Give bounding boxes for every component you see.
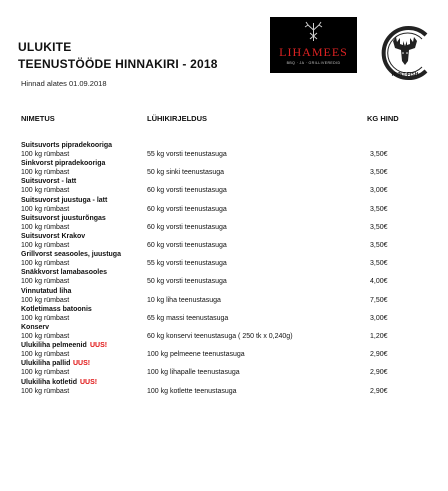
product-detail-row	[0, 206, 448, 215]
price-per-kg: 3,50€	[370, 223, 388, 231]
price-per-kg: 4,00€	[370, 278, 388, 286]
column-header-name: NIMETUS	[21, 114, 55, 123]
new-badge: UUS!	[73, 360, 91, 368]
product-name: Suitsuvorst - latt	[21, 178, 77, 186]
product-name-row	[0, 233, 448, 242]
column-header-price: KG HIND	[367, 114, 399, 123]
product-name-row	[0, 197, 448, 206]
hunt-fish-logo	[374, 23, 436, 83]
product-detail-row	[0, 169, 448, 178]
carcass-base: 100 kg rümbast	[21, 187, 70, 195]
product-detail-row	[0, 388, 448, 397]
product-name: Suitsuvorts pipradekooriga	[21, 142, 113, 149]
product-name: Sinkvorst pipradekooriga	[21, 160, 106, 168]
product-name: Konserv	[21, 324, 50, 331]
price-per-kg: 3,50€	[370, 242, 388, 249]
product-detail-row	[0, 260, 448, 269]
product-detail-row	[0, 297, 448, 306]
carcass-base: 100 kg rümbast	[21, 242, 70, 249]
yield-description: 60 kg vorsti teenustasuga	[147, 187, 227, 195]
product-name: Vinnutatud liha	[21, 287, 72, 295]
product-name-row	[0, 160, 448, 169]
carcass-base: 100 kg rümbast	[21, 314, 70, 322]
product-name: Suitsuvorst juusturõngas	[21, 214, 106, 222]
product-detail-row	[0, 242, 448, 251]
product-name-row	[0, 342, 448, 351]
product-name: Suitsuvorst juustuga - latt	[21, 196, 108, 204]
yield-description: 55 kg vorsti teenustasuga	[147, 260, 227, 268]
lihamees-logo	[270, 17, 357, 73]
product-name-row	[0, 306, 448, 315]
product-name: Ulukiliha pallid	[21, 360, 71, 368]
yield-description: 100 kg pelmeene teenustasuga	[147, 351, 245, 359]
price-per-kg: 2,90€	[370, 387, 388, 395]
product-detail-row	[0, 315, 448, 324]
carcass-base: 100 kg rümbast	[21, 205, 70, 213]
price-per-kg: 3,00€	[370, 187, 388, 195]
yield-description: 60 kg vorsti teenustasuga	[147, 205, 227, 213]
carcass-base: 100 kg rümbast	[21, 387, 70, 395]
carcass-base: 100 kg rümbast	[21, 351, 70, 359]
price-per-kg: 3,50€	[370, 169, 388, 177]
product-name-row	[0, 269, 448, 278]
carcass-base: 100 kg rümbast	[21, 223, 70, 231]
yield-description: 60 kg vorsti teenustasuga	[147, 242, 227, 249]
price-per-kg: 3,50€	[370, 205, 388, 213]
title-line-2: TEENUSTÖÖDE HINNAKIRI - 2018	[18, 57, 218, 71]
yield-description: 60 kg konservi teenustasuga ( 250 tk x 0,240g)	[147, 333, 293, 340]
price-per-kg: 2,90€	[370, 351, 388, 359]
product-name: Snäkkvorst lamabasooles	[21, 269, 107, 277]
yield-description: 55 kg vorsti teenustasuga	[147, 151, 227, 158]
yield-description: 10 kg liha teenustasuga	[147, 296, 221, 304]
product-name: Kotletimass batoonis	[21, 305, 92, 313]
price-per-kg: 3,50€	[370, 260, 388, 268]
yield-description: 100 kg lihapalle teenustasuga	[147, 369, 240, 377]
carcass-base: 100 kg rümbast	[21, 151, 70, 158]
carcass-base: 100 kg rümbast	[21, 296, 70, 304]
carcass-base: 100 kg rümbast	[21, 369, 70, 377]
product-detail-row	[0, 351, 448, 360]
product-detail-row	[0, 278, 448, 287]
product-name: Ulukiliha pelmeenid	[21, 342, 87, 350]
column-header-description: LÜHIKIRJELDUS	[147, 114, 208, 123]
price-per-kg: 7,50€	[370, 296, 388, 304]
product-name: Ulukiliha kotletid	[21, 378, 78, 386]
yield-description: 60 kg vorsti teenustasuga	[147, 223, 227, 231]
new-badge: UUS!	[80, 378, 98, 386]
product-name: Grillvorst seasooles, juustuga	[21, 251, 121, 259]
price-per-kg: 3,00€	[370, 314, 388, 322]
new-badge: UUS!	[90, 342, 108, 350]
yield-description: 50 kg sinki teenustasuga	[147, 169, 225, 177]
lihamees-wordmark: LIHAMEES	[279, 45, 348, 59]
product-name-row	[0, 251, 448, 260]
price-per-kg: 3,50€	[370, 151, 388, 158]
carcass-base: 100 kg rümbast	[21, 278, 70, 286]
product-name-row	[0, 288, 448, 297]
yield-description: 100 kg kotlette teenustasuga	[147, 387, 237, 395]
carcass-base: 100 kg rümbast	[21, 260, 70, 268]
product-name-row	[0, 215, 448, 224]
hunt-fish-wordmark: HUNT-FISH	[391, 72, 419, 78]
product-detail-row	[0, 224, 448, 233]
product-name-row	[0, 142, 448, 151]
carcass-base: 100 kg rümbast	[21, 333, 70, 340]
moose-head-icon	[374, 23, 436, 83]
product-detail-row	[0, 187, 448, 196]
title-line-1: ULUKITE	[18, 40, 72, 54]
product-name-row	[0, 324, 448, 333]
product-name-row	[0, 178, 448, 187]
valid-from-date: Hinnad alates 01.09.2018	[21, 79, 107, 88]
product-detail-row	[0, 151, 448, 160]
price-per-kg: 2,90€	[370, 369, 388, 377]
yield-description: 50 kg vorsti teenustasuga	[147, 278, 227, 286]
product-name-row	[0, 379, 448, 388]
lihamees-tagline: BBQ · JA · GRILLIVEREDID	[286, 61, 341, 65]
price-per-kg: 1,20€	[370, 333, 388, 340]
carcass-base: 100 kg rümbast	[21, 169, 70, 177]
product-detail-row	[0, 333, 448, 342]
product-name-row	[0, 360, 448, 369]
product-detail-row	[0, 369, 448, 378]
product-name: Suitsuvorst Krakov	[21, 233, 86, 240]
yield-description: 65 kg massi teenustasuga	[147, 314, 229, 322]
